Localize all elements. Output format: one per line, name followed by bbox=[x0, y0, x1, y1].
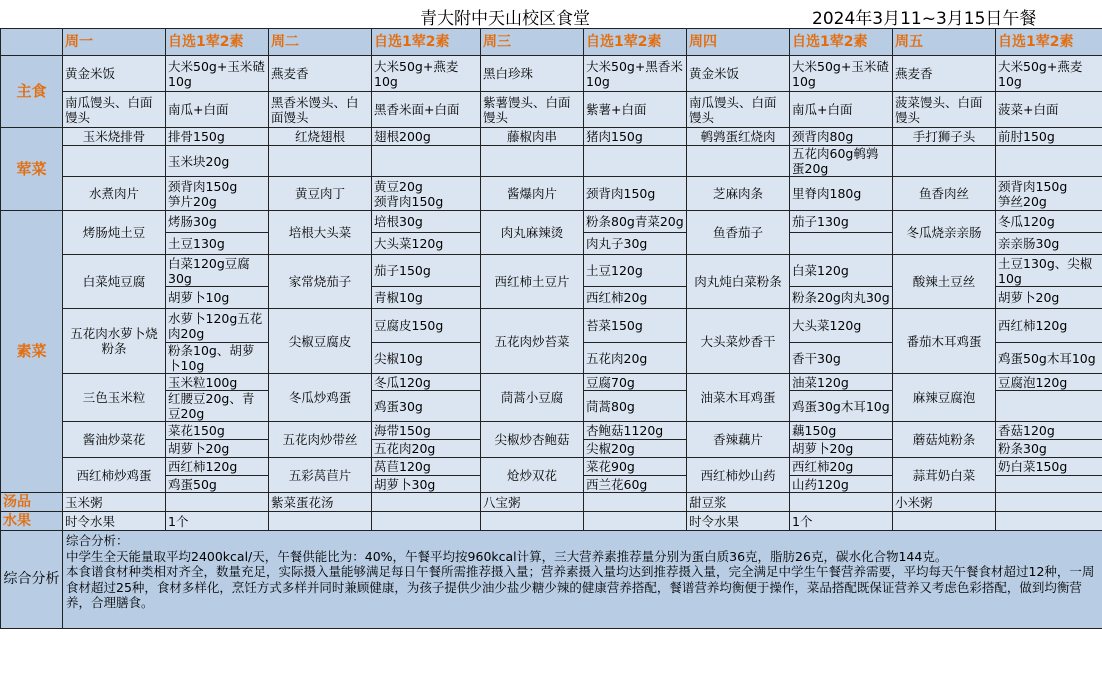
veg-ingredient: 冬瓜120g bbox=[996, 211, 1102, 233]
veg-ingredient: 茼蒿80g bbox=[584, 391, 687, 422]
veg-ingredient: 白菜120g豆腐30g bbox=[166, 255, 269, 287]
staple-ingredients: 大米50g+黑香米10g bbox=[584, 56, 687, 92]
veg-ingredient: 苔菜150g bbox=[584, 309, 687, 343]
veg-ingredient: 土豆120g bbox=[584, 255, 687, 287]
staple-dish: 黄金米饭 bbox=[687, 56, 790, 92]
veg-ingredient: 大头菜120g bbox=[790, 309, 893, 343]
meat-ingredients bbox=[372, 177, 481, 211]
veg-ingredient: 胡萝卜10g bbox=[166, 287, 269, 309]
veg-ingredient: 五花肉20g bbox=[372, 440, 481, 458]
ingredient-line: 笋片20g bbox=[168, 193, 217, 209]
veg-ingredient: 粉条20g肉丸30g bbox=[790, 287, 893, 309]
ingredient-line: 颈背肉150g bbox=[586, 186, 656, 201]
staple-ingredients: 紫薯+白面 bbox=[584, 92, 687, 128]
soup-cell: 甜豆浆 bbox=[687, 493, 790, 512]
optional-header: 自选1荤2素 bbox=[372, 29, 481, 56]
veg-dish: 西红柿炒鸡蛋 bbox=[63, 458, 166, 493]
meat-ingredient: 玉米块20g bbox=[166, 146, 269, 177]
fruit-cell bbox=[996, 512, 1102, 531]
day-header: 周五 bbox=[893, 29, 996, 56]
veg-dish: 西红柿炒山药 bbox=[687, 458, 790, 493]
fruit-cell bbox=[481, 512, 584, 531]
meat-ingredient: 猪肉150g bbox=[584, 128, 687, 146]
veg-ingredient: 粉条10g、胡萝卜10g bbox=[166, 343, 269, 374]
meat-ingredient bbox=[372, 146, 481, 177]
veg-ingredient bbox=[996, 391, 1102, 422]
veg-ingredient: 鸡蛋30g木耳10g bbox=[790, 391, 893, 422]
staple-ingredients: 大米50g+燕麦10g bbox=[996, 56, 1102, 92]
veg-ingredient: 菜花90g bbox=[584, 458, 687, 476]
veg-dish: 三色玉米粒 bbox=[63, 374, 166, 422]
day-header: 周一 bbox=[63, 29, 166, 56]
category-meat: 荤菜 bbox=[1, 128, 63, 211]
staple-ingredients: 大米50g+玉米碴10g bbox=[166, 56, 269, 92]
table-row bbox=[1, 422, 1102, 440]
date-range: 2024年3月11~3月15日午餐 bbox=[812, 9, 1037, 29]
corner-cell bbox=[1, 29, 63, 56]
table-row bbox=[1, 493, 1102, 512]
ingredient-line: 颈背肉150g bbox=[998, 178, 1068, 194]
table-row bbox=[1, 374, 1102, 391]
veg-ingredient: 豆腐泡120g bbox=[996, 374, 1102, 391]
menu-table bbox=[0, 28, 1102, 629]
soup-cell: 八宝粥 bbox=[481, 493, 584, 512]
day-header: 周四 bbox=[687, 29, 790, 56]
staple-dish: 菠菜馒头、白面馒头 bbox=[893, 92, 996, 128]
veg-ingredient: 莴苣120g bbox=[372, 458, 481, 476]
optional-header: 自选1荤2素 bbox=[584, 29, 687, 56]
fruit-cell bbox=[893, 512, 996, 531]
soup-cell bbox=[372, 493, 481, 512]
veg-ingredient: 豆腐皮150g bbox=[372, 309, 481, 343]
page-title: 青大附中天山校区食堂 bbox=[420, 9, 590, 29]
meat-dish: 玉米烧排骨 bbox=[63, 128, 166, 146]
summary-heading: 综合分析： bbox=[66, 533, 129, 548]
veg-dish: 肉丸炖白菜粉条 bbox=[687, 255, 790, 309]
veg-dish: 蘑菇炖粉条 bbox=[893, 422, 996, 458]
veg-ingredient: 鸡蛋50g bbox=[166, 476, 269, 493]
table-row bbox=[1, 29, 1102, 56]
veg-ingredient: 西红柿120g bbox=[996, 309, 1102, 343]
optional-header: 自选1荤2素 bbox=[996, 29, 1102, 56]
veg-ingredient: 茄子130g bbox=[790, 211, 893, 233]
category-veg: 素菜 bbox=[1, 211, 63, 493]
veg-dish: 五彩莴苣片 bbox=[269, 458, 372, 493]
fruit-cell: 1个 bbox=[166, 512, 269, 531]
veg-ingredient: 粉条80g青菜20g bbox=[584, 211, 687, 233]
ingredient-line: 颈背肉150g bbox=[168, 178, 238, 194]
veg-ingredient: 西红柿120g bbox=[166, 458, 269, 476]
meat-ingredients bbox=[584, 177, 687, 211]
veg-dish: 培根大头菜 bbox=[269, 211, 372, 255]
staple-dish: 燕麦香 bbox=[269, 56, 372, 92]
veg-dish: 冬瓜烧亲亲肠 bbox=[893, 211, 996, 255]
table-row bbox=[1, 255, 1102, 287]
staple-dish: 黑香米馒头、白面馒头 bbox=[269, 92, 372, 128]
veg-ingredient: 鸡蛋50g木耳10g bbox=[996, 343, 1102, 374]
veg-dish: 油菜木耳鸡蛋 bbox=[687, 374, 790, 422]
summary-paragraph-1: 中学生全天能量取平均2400kcal/天，午餐供能比为：40%，午餐平均按960kcal计算，三大营养素推荐量分别为蛋白质36克，脂肪26克，碳水化合物144克。 bbox=[66, 548, 948, 564]
veg-ingredient: 茄子150g bbox=[372, 255, 481, 287]
veg-ingredient: 五花肉20g bbox=[584, 343, 687, 374]
veg-ingredient: 香菇120g bbox=[996, 422, 1102, 440]
staple-dish: 燕麦香 bbox=[893, 56, 996, 92]
staple-dish: 黄金米饭 bbox=[63, 56, 166, 92]
meat-ingredients bbox=[790, 177, 893, 211]
staple-ingredients: 南瓜+白面 bbox=[166, 92, 269, 128]
meat-ingredient: 前肘150g bbox=[996, 128, 1102, 146]
ingredient-line: 颈背肉150g bbox=[374, 193, 444, 209]
fruit-cell bbox=[584, 512, 687, 531]
category-soup: 汤品 bbox=[1, 493, 63, 512]
veg-dish: 冬瓜炒鸡蛋 bbox=[269, 374, 372, 422]
veg-ingredient: 尖椒10g bbox=[372, 343, 481, 374]
veg-ingredient: 藕150g bbox=[790, 422, 893, 440]
meat-ingredients bbox=[996, 177, 1102, 211]
table-row bbox=[1, 458, 1102, 476]
fruit-cell bbox=[269, 512, 372, 531]
meat-dish-blank bbox=[481, 146, 584, 177]
staple-dish: 南瓜馒头、白面馒头 bbox=[687, 92, 790, 128]
veg-dish: 烤肠炖土豆 bbox=[63, 211, 166, 255]
staple-ingredients: 南瓜+白面 bbox=[790, 92, 893, 128]
optional-header: 自选1荤2素 bbox=[166, 29, 269, 56]
soup-cell: 玉米粥 bbox=[63, 493, 166, 512]
table-row bbox=[1, 309, 1102, 343]
veg-dish: 肉丸麻辣烫 bbox=[481, 211, 584, 255]
veg-ingredient: 杏鲍菇1120g bbox=[584, 422, 687, 440]
fruit-cell bbox=[372, 512, 481, 531]
veg-ingredient: 胡萝卜20g bbox=[996, 287, 1102, 309]
veg-ingredient: 红腰豆20g、青豆20g bbox=[166, 391, 269, 422]
staple-ingredients: 黑香米面+白面 bbox=[372, 92, 481, 128]
ingredient-line: 里脊肉180g bbox=[792, 186, 862, 201]
veg-dish: 五花肉炒苔菜 bbox=[481, 309, 584, 374]
fruit-cell: 时令水果 bbox=[63, 512, 166, 531]
meat-dish: 酱爆肉片 bbox=[481, 177, 584, 211]
veg-ingredient: 菜花150g bbox=[166, 422, 269, 440]
meat-ingredient bbox=[996, 146, 1102, 177]
veg-dish: 茼蒿小豆腐 bbox=[481, 374, 584, 422]
veg-ingredient: 白菜120g bbox=[790, 255, 893, 287]
veg-ingredient: 水萝卜120g五花肉20g bbox=[166, 309, 269, 343]
veg-ingredient: 西兰花60g bbox=[584, 476, 687, 493]
meat-dish-blank bbox=[269, 146, 372, 177]
soup-cell bbox=[584, 493, 687, 512]
ingredient-line: 黄豆20g bbox=[374, 178, 423, 194]
veg-ingredient: 青椒10g bbox=[372, 287, 481, 309]
veg-ingredient: 肉丸子30g bbox=[584, 233, 687, 255]
category-staple: 主食 bbox=[1, 56, 63, 128]
summary-paragraph-2: 本食谱食材种类相对齐全，数量充足，实际摄入量能够满足每日午餐所需推荐摄入量；营养素摄入量均达到推荐摄入量，完全满足中学生午餐营养需要，平均每天午餐食材超过12种，一周食材超过25种，食材多样化，烹饪方式多样并同时兼顾健康，为孩子提供少油少盐少糖少辣的健康营养搭配，餐谱营养均衡便于操作，菜品搭配既保证营养又考虑色彩搭配，做到均衡营养，合理膳食。 bbox=[66, 564, 1095, 610]
table-row bbox=[1, 211, 1102, 233]
veg-ingredient: 胡萝卜20g bbox=[166, 440, 269, 458]
soup-cell bbox=[996, 493, 1102, 512]
staple-ingredients: 菠菜+白面 bbox=[996, 92, 1102, 128]
veg-ingredient: 山药120g bbox=[790, 476, 893, 493]
veg-ingredient: 玉米粒100g bbox=[166, 374, 269, 391]
meat-ingredient: 五花肉60g鹌鹑蛋20g bbox=[790, 146, 893, 177]
veg-dish: 白菜炖豆腐 bbox=[63, 255, 166, 309]
meat-dish: 红烧翅根 bbox=[269, 128, 372, 146]
veg-ingredient: 亲亲肠30g bbox=[996, 233, 1102, 255]
veg-dish: 番茄木耳鸡蛋 bbox=[893, 309, 996, 374]
veg-ingredient: 胡萝卜30g bbox=[372, 476, 481, 493]
soup-cell bbox=[790, 493, 893, 512]
veg-dish: 鱼香茄子 bbox=[687, 211, 790, 255]
staple-dish: 紫薯馒头、白面馒头 bbox=[481, 92, 584, 128]
veg-dish: 麻辣豆腐泡 bbox=[893, 374, 996, 422]
veg-ingredient: 大头菜120g bbox=[372, 233, 481, 255]
staple-dish: 南瓜馒头、白面馒头 bbox=[63, 92, 166, 128]
veg-ingredient: 冬瓜120g bbox=[372, 374, 481, 391]
veg-ingredient: 奶白菜150g bbox=[996, 458, 1102, 476]
veg-ingredient: 香干30g bbox=[790, 343, 893, 374]
fruit-cell: 1个 bbox=[790, 512, 893, 531]
staple-ingredients: 大米50g+玉米碴10g bbox=[790, 56, 893, 92]
veg-dish: 五花肉水萝卜烧粉条 bbox=[63, 309, 166, 374]
meat-ingredients bbox=[166, 177, 269, 211]
veg-dish: 家常烧茄子 bbox=[269, 255, 372, 309]
veg-ingredient: 尖椒20g bbox=[584, 440, 687, 458]
day-header: 周二 bbox=[269, 29, 372, 56]
fruit-cell: 时令水果 bbox=[687, 512, 790, 531]
veg-ingredient bbox=[996, 476, 1102, 493]
title-bar bbox=[0, 0, 1102, 28]
table-row bbox=[1, 512, 1102, 531]
soup-cell: 紫菜蛋花汤 bbox=[269, 493, 372, 512]
veg-ingredient: 烤肠30g bbox=[166, 211, 269, 233]
meat-dish: 水煮肉片 bbox=[63, 177, 166, 211]
veg-ingredient: 土豆130g、尖椒10g bbox=[996, 255, 1102, 287]
veg-ingredient: 胡萝卜20g bbox=[790, 440, 893, 458]
meat-dish-blank bbox=[63, 146, 166, 177]
veg-dish: 酱油炒菜花 bbox=[63, 422, 166, 458]
veg-ingredient: 西红柿20g bbox=[790, 458, 893, 476]
staple-ingredients: 大米50g+燕麦10g bbox=[372, 56, 481, 92]
veg-dish: 蒜茸奶白菜 bbox=[893, 458, 996, 493]
veg-ingredient: 油菜120g bbox=[790, 374, 893, 391]
summary-text bbox=[63, 531, 1102, 629]
ingredient-line: 笋丝20g bbox=[998, 193, 1047, 209]
meat-dish-blank bbox=[687, 146, 790, 177]
meat-dish: 手打狮子头 bbox=[893, 128, 996, 146]
meat-ingredient: 翅根200g bbox=[372, 128, 481, 146]
meat-dish: 鱼香肉丝 bbox=[893, 177, 996, 211]
veg-dish: 酸辣土豆丝 bbox=[893, 255, 996, 309]
table-row bbox=[1, 177, 1102, 211]
veg-ingredient: 海带150g bbox=[372, 422, 481, 440]
soup-cell bbox=[166, 493, 269, 512]
veg-ingredient bbox=[790, 233, 893, 255]
meat-dish: 黄豆肉丁 bbox=[269, 177, 372, 211]
optional-header: 自选1荤2素 bbox=[790, 29, 893, 56]
veg-ingredient: 粉条30g bbox=[996, 440, 1102, 458]
meat-ingredient: 颈背肉80g bbox=[790, 128, 893, 146]
veg-dish: 尖椒炒杏鲍菇 bbox=[481, 422, 584, 458]
table-row bbox=[1, 128, 1102, 146]
meat-dish: 藤椒肉串 bbox=[481, 128, 584, 146]
table-row bbox=[1, 146, 1102, 177]
meat-dish-blank bbox=[893, 146, 996, 177]
day-header: 周三 bbox=[481, 29, 584, 56]
table-row bbox=[1, 92, 1102, 128]
meat-ingredient: 排骨150g bbox=[166, 128, 269, 146]
soup-cell: 小米粥 bbox=[893, 493, 996, 512]
veg-ingredient: 豆腐70g bbox=[584, 374, 687, 391]
table-row bbox=[1, 531, 1102, 629]
meat-dish: 芝麻肉条 bbox=[687, 177, 790, 211]
table-row bbox=[1, 56, 1102, 92]
veg-dish: 尖椒豆腐皮 bbox=[269, 309, 372, 374]
meat-dish: 鹌鹑蛋红烧肉 bbox=[687, 128, 790, 146]
veg-dish: 大头菜炒香干 bbox=[687, 309, 790, 374]
category-summary: 综合分析 bbox=[1, 531, 63, 629]
veg-dish: 五花肉炒带丝 bbox=[269, 422, 372, 458]
veg-ingredient: 西红柿20g bbox=[584, 287, 687, 309]
veg-dish: 香辣藕片 bbox=[687, 422, 790, 458]
staple-dish: 黑白珍珠 bbox=[481, 56, 584, 92]
veg-ingredient: 土豆130g bbox=[166, 233, 269, 255]
veg-ingredient: 培根30g bbox=[372, 211, 481, 233]
veg-ingredient: 鸡蛋30g bbox=[372, 391, 481, 422]
veg-dish: 西红柿土豆片 bbox=[481, 255, 584, 309]
veg-dish: 炝炒双花 bbox=[481, 458, 584, 493]
meat-ingredient bbox=[584, 146, 687, 177]
category-fruit: 水果 bbox=[1, 512, 63, 531]
